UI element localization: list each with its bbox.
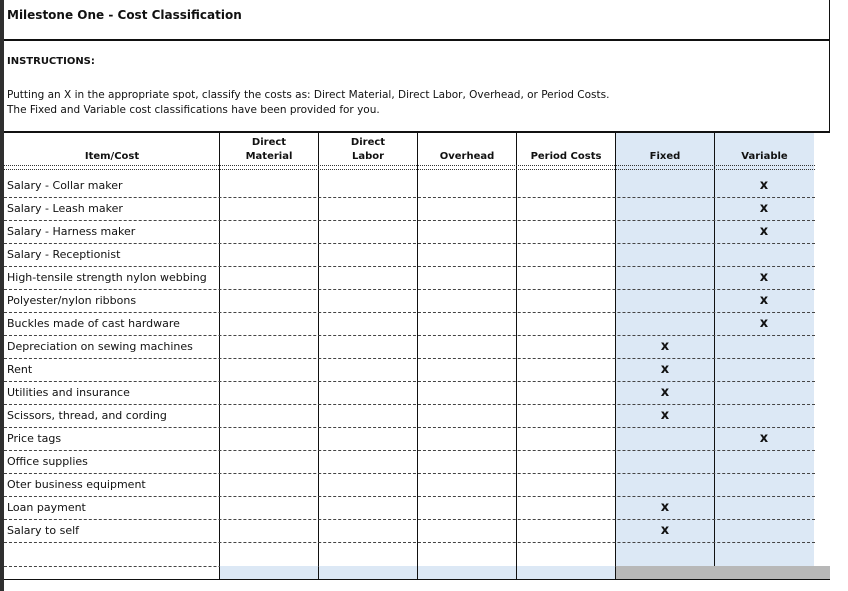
variable-mark[interactable]: x bbox=[759, 431, 769, 446]
row-divider bbox=[4, 519, 815, 520]
row-item-label: Oter business equipment bbox=[7, 478, 146, 491]
row-item-label: Polyester/nylon ribbons bbox=[7, 294, 137, 307]
row-divider bbox=[4, 243, 815, 244]
row-item-label: Depreciation on sewing machines bbox=[7, 340, 193, 353]
row-item-label: Price tags bbox=[7, 432, 62, 445]
header-fixed: Fixed bbox=[649, 151, 681, 162]
column-divider bbox=[417, 133, 418, 580]
header-variable: Variable bbox=[741, 151, 788, 162]
header-divider bbox=[4, 165, 815, 166]
row-item-label: Utilities and insurance bbox=[7, 386, 130, 399]
fixed-mark[interactable]: x bbox=[660, 500, 670, 515]
page-title: Milestone One - Cost Classification bbox=[7, 8, 242, 22]
header-period-costs: Period Costs bbox=[530, 151, 602, 162]
row-item-label: Salary - Collar maker bbox=[7, 179, 123, 192]
row-divider bbox=[4, 289, 815, 290]
variable-mark[interactable]: x bbox=[759, 293, 769, 308]
row-divider bbox=[4, 404, 815, 405]
row-divider bbox=[4, 220, 815, 221]
row-divider bbox=[4, 197, 815, 198]
fixed-mark[interactable]: x bbox=[660, 523, 670, 538]
variable-mark[interactable]: x bbox=[759, 316, 769, 331]
total-cell-period-costs[interactable] bbox=[517, 566, 615, 579]
row-divider bbox=[4, 266, 815, 267]
variable-mark[interactable]: x bbox=[759, 178, 769, 193]
total-cell-overhead[interactable] bbox=[418, 566, 516, 579]
total-cell-direct-labor[interactable] bbox=[319, 566, 417, 579]
table-bottom-border bbox=[4, 579, 830, 580]
header-direct-material-line1: Direct bbox=[251, 137, 287, 148]
instructions-line-1: Putting an X in the appropriate spot, classify the costs as: Direct Material, Direct Labor, Overhead, or Period Costs. bbox=[7, 89, 610, 101]
fixed-mark[interactable]: x bbox=[660, 339, 670, 354]
fixed-mark[interactable]: x bbox=[660, 385, 670, 400]
instructions-line-2: The Fixed and Variable cost classifications have been provided for you. bbox=[7, 104, 380, 116]
column-divider bbox=[516, 133, 517, 580]
row-divider bbox=[4, 358, 815, 359]
fixed-mark[interactable]: x bbox=[660, 362, 670, 377]
row-item-label: Rent bbox=[7, 363, 33, 376]
variable-mark[interactable]: x bbox=[759, 224, 769, 239]
column-divider bbox=[615, 133, 616, 580]
header-overhead: Overhead bbox=[439, 151, 495, 162]
header-divider bbox=[4, 169, 815, 170]
row-item-label: Salary - Receptionist bbox=[7, 248, 121, 261]
row-item-label: Office supplies bbox=[7, 455, 88, 468]
row-item-label: Salary - Harness maker bbox=[7, 225, 136, 238]
row-item-label: Loan payment bbox=[7, 501, 86, 514]
variable-mark[interactable]: x bbox=[759, 270, 769, 285]
column-divider bbox=[714, 133, 715, 580]
row-divider bbox=[4, 427, 815, 428]
header-direct-material-line2: Material bbox=[245, 151, 293, 162]
row-item-label: High-tensile strength nylon webbing bbox=[7, 271, 207, 284]
row-divider bbox=[4, 450, 815, 451]
fixed-mark[interactable]: x bbox=[660, 408, 670, 423]
row-divider bbox=[4, 312, 815, 313]
header-direct-labor-line1: Direct bbox=[350, 137, 386, 148]
row-divider bbox=[4, 335, 815, 336]
header-item-cost: Item/Cost bbox=[84, 151, 140, 162]
column-divider bbox=[318, 133, 319, 580]
row-item-label: Salary to self bbox=[7, 524, 80, 537]
column-divider bbox=[219, 133, 220, 580]
variable-mark[interactable]: x bbox=[759, 201, 769, 216]
total-cell-direct-material[interactable] bbox=[220, 566, 318, 579]
row-divider bbox=[4, 381, 815, 382]
row-item-label: Scissors, thread, and cording bbox=[7, 409, 167, 422]
row-divider bbox=[4, 542, 815, 543]
row-item-label: Salary - Leash maker bbox=[7, 202, 123, 215]
row-item-label: Buckles made of cast hardware bbox=[7, 317, 180, 330]
row-divider bbox=[4, 473, 815, 474]
header-direct-labor-line2: Labor bbox=[351, 151, 385, 162]
instructions-heading: INSTRUCTIONS: bbox=[7, 56, 95, 67]
total-cell-fixed-variable bbox=[616, 566, 830, 579]
row-divider bbox=[4, 496, 815, 497]
